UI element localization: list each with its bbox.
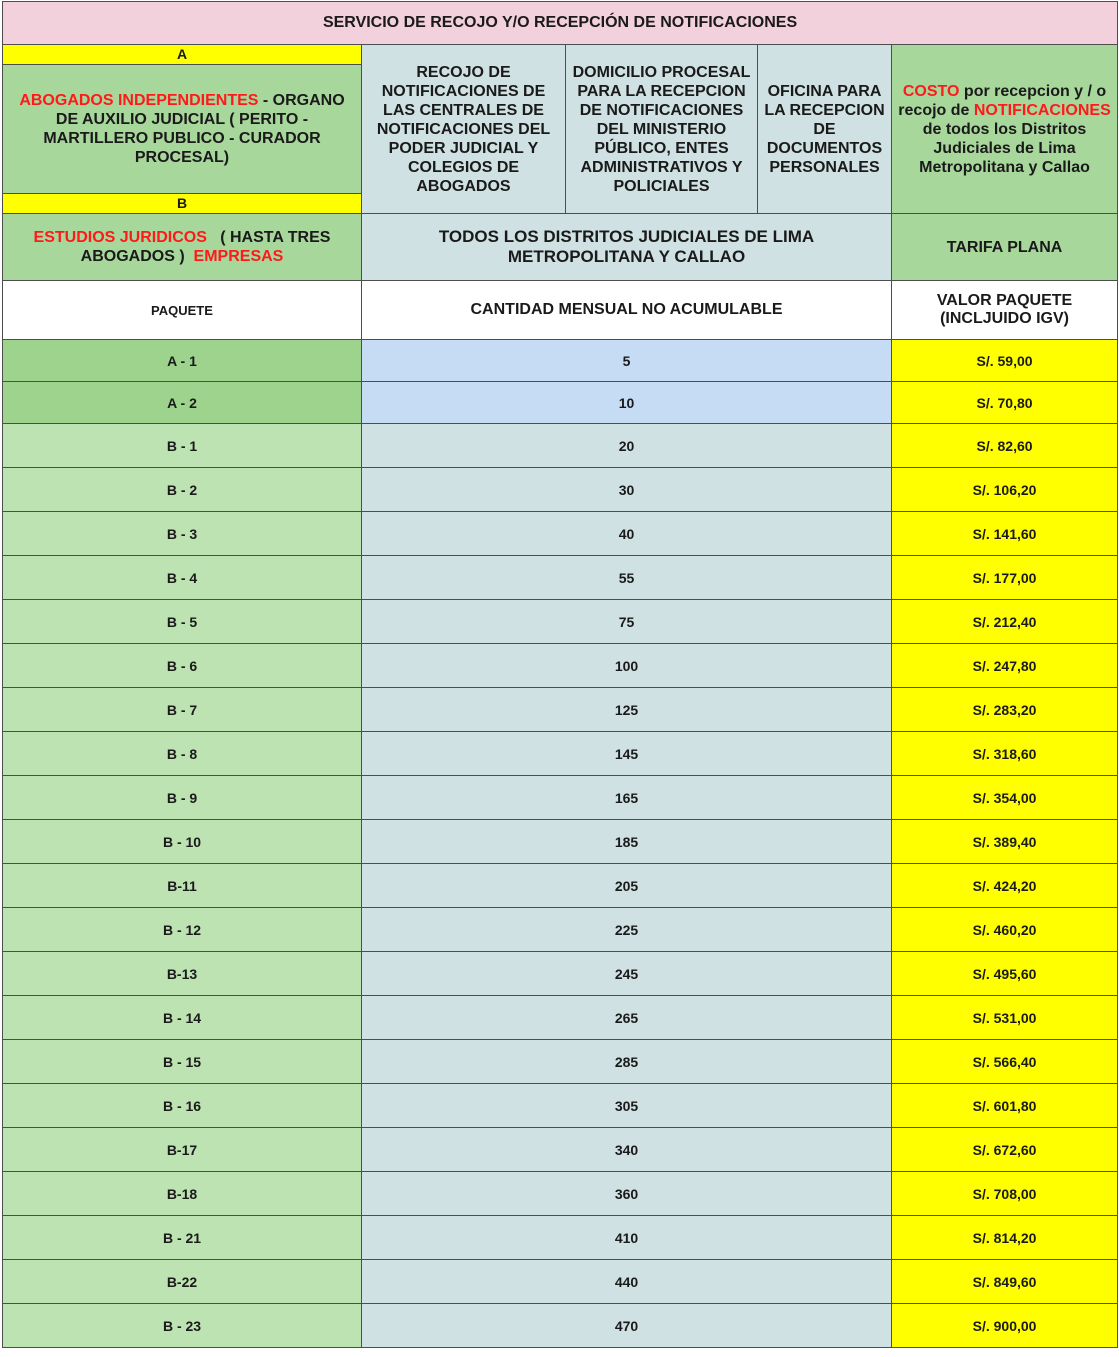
- table-row: [3, 952, 1118, 996]
- paquete-header: PAQUETE: [3, 281, 362, 340]
- price-cell: S/. 177,00: [892, 556, 1118, 600]
- package-cell: B - 21: [3, 1216, 362, 1260]
- package-cell: B - 4: [3, 556, 362, 600]
- package-cell: B-11: [3, 864, 362, 908]
- group-a-red-text: ABOGADOS INDEPENDIENTES: [19, 92, 259, 109]
- package-cell: B - 3: [3, 512, 362, 556]
- package-cell: B - 1: [3, 424, 362, 468]
- package-cell: B - 23: [3, 1304, 362, 1348]
- quantity-cell: 305: [362, 1084, 892, 1128]
- price-cell: S/. 283,20: [892, 688, 1118, 732]
- costo-label: COSTO: [902, 82, 960, 100]
- package-cell: B - 6: [3, 644, 362, 688]
- package-cell: B - 5: [3, 600, 362, 644]
- price-cell: S/. 106,20: [892, 468, 1118, 512]
- costo-notificaciones: NOTIFICACIONES: [973, 101, 1111, 119]
- table-row: [3, 688, 1118, 732]
- price-cell: S/. 849,60: [892, 1260, 1118, 1304]
- price-cell: S/. 389,40: [892, 820, 1118, 864]
- package-cell: A - 2: [3, 382, 362, 424]
- package-cell: B - 7: [3, 688, 362, 732]
- col-oficina-header: OFICINA PARA LA RECEPCION DE DOCUMENTOS PERSONALES: [758, 45, 892, 214]
- rate-table: [2, 1, 1118, 1348]
- quantity-cell: 125: [362, 688, 892, 732]
- price-cell: S/. 460,20: [892, 908, 1118, 952]
- package-cell: B-13: [3, 952, 362, 996]
- table-row: [3, 1304, 1118, 1348]
- cantidad-header: CANTIDAD MENSUAL NO ACUMULABLE: [362, 281, 892, 340]
- price-cell: S/. 495,60: [892, 952, 1118, 996]
- column-headers-row: [3, 281, 1118, 340]
- header-row-b-desc: [3, 214, 1118, 281]
- price-cell: S/. 354,00: [892, 776, 1118, 820]
- col-costo-header: [892, 45, 1118, 214]
- package-cell: B - 10: [3, 820, 362, 864]
- title-row: [3, 2, 1118, 45]
- quantity-cell: 285: [362, 1040, 892, 1084]
- group-b-red-text-2: EMPRESAS: [193, 248, 284, 265]
- valor-header: VALOR PAQUETE (INCLJUIDO IGV): [892, 281, 1118, 340]
- table-row: [3, 644, 1118, 688]
- package-cell: B - 9: [3, 776, 362, 820]
- quantity-cell: 55: [362, 556, 892, 600]
- price-cell: S/. 566,40: [892, 1040, 1118, 1084]
- package-cell: B - 2: [3, 468, 362, 512]
- quantity-cell: 225: [362, 908, 892, 952]
- quantity-cell: 340: [362, 1128, 892, 1172]
- table-title: SERVICIO DE RECOJO Y/O RECEPCIÓN DE NOTIFICACIONES: [3, 2, 1118, 45]
- price-cell: S/. 70,80: [892, 382, 1118, 424]
- price-cell: S/. 424,20: [892, 864, 1118, 908]
- quantity-cell: 20: [362, 424, 892, 468]
- table-row: [3, 1084, 1118, 1128]
- table-row: [3, 908, 1118, 952]
- table-row: [3, 556, 1118, 600]
- package-cell: B-17: [3, 1128, 362, 1172]
- price-cell: S/. 59,00: [892, 340, 1118, 382]
- table-row: [3, 776, 1118, 820]
- price-cell: S/. 708,00: [892, 1172, 1118, 1216]
- package-cell: B - 14: [3, 996, 362, 1040]
- price-cell: S/. 531,00: [892, 996, 1118, 1040]
- price-cell: S/. 247,80: [892, 644, 1118, 688]
- package-cell: B - 8: [3, 732, 362, 776]
- price-cell: S/. 82,60: [892, 424, 1118, 468]
- package-cell: B-18: [3, 1172, 362, 1216]
- costo-text-1: por recepcion y / o recojo de: [898, 82, 1107, 119]
- price-cell: S/. 672,60: [892, 1128, 1118, 1172]
- package-cell: A - 1: [3, 340, 362, 382]
- group-a-black-text: - ORGANO DE AUXILIO JUDICIAL ( PERITO - MARTILLERO PUBLICO - CURADOR PROCESAL): [43, 92, 345, 166]
- price-cell: S/. 318,60: [892, 732, 1118, 776]
- group-b-label: B: [3, 194, 362, 214]
- table-row: [3, 1172, 1118, 1216]
- quantity-cell: 5: [362, 340, 892, 382]
- table-row: [3, 864, 1118, 908]
- quantity-cell: 30: [362, 468, 892, 512]
- quantity-cell: 75: [362, 600, 892, 644]
- quantity-cell: 40: [362, 512, 892, 556]
- group-a-description: [3, 65, 362, 194]
- quantity-cell: 165: [362, 776, 892, 820]
- quantity-cell: 145: [362, 732, 892, 776]
- quantity-cell: 410: [362, 1216, 892, 1260]
- package-cell: B - 15: [3, 1040, 362, 1084]
- col-recojo-header: RECOJO DE NOTIFICACIONES DE LAS CENTRALES DE NOTIFICACIONES DEL PODER JUDICIAL Y COLEGIOS DE ABOGADOS: [362, 45, 566, 214]
- table-row: [3, 1040, 1118, 1084]
- package-cell: B - 12: [3, 908, 362, 952]
- table-row: [3, 468, 1118, 512]
- group-a-label: A: [3, 45, 362, 65]
- table-row: [3, 382, 1118, 424]
- quantity-cell: 185: [362, 820, 892, 864]
- group-b-black-text: ( HASTA TRES ABOGADOS ): [80, 229, 335, 265]
- header-row-a: [3, 45, 1118, 65]
- table-row: [3, 600, 1118, 644]
- table-row: [3, 1260, 1118, 1304]
- price-cell: S/. 601,80: [892, 1084, 1118, 1128]
- group-b-red-text-1: ESTUDIOS JURIDICOS: [33, 229, 207, 246]
- quantity-cell: 360: [362, 1172, 892, 1216]
- price-cell: S/. 900,00: [892, 1304, 1118, 1348]
- price-cell: S/. 814,20: [892, 1216, 1118, 1260]
- col-domicilio-header: DOMICILIO PROCESAL PARA LA RECEPCION DE NOTIFICACIONES DEL MINISTERIO PÚBLICO, ENTES ADMINISTRATIVOS Y POLICIALES: [566, 45, 758, 214]
- table-row: [3, 424, 1118, 468]
- quantity-cell: 470: [362, 1304, 892, 1348]
- table-row: [3, 340, 1118, 382]
- quantity-cell: 245: [362, 952, 892, 996]
- table-row: [3, 820, 1118, 864]
- quantity-cell: 440: [362, 1260, 892, 1304]
- table-row: [3, 732, 1118, 776]
- table-row: [3, 1216, 1118, 1260]
- table-row: [3, 1128, 1118, 1172]
- districts-header: TODOS LOS DISTRITOS JUDICIALES DE LIMA METROPOLITANA Y CALLAO: [362, 214, 892, 281]
- package-cell: B - 16: [3, 1084, 362, 1128]
- tarifa-plana: TARIFA PLANA: [892, 214, 1118, 281]
- table-row: [3, 512, 1118, 556]
- price-cell: S/. 212,40: [892, 600, 1118, 644]
- package-cell: B-22: [3, 1260, 362, 1304]
- quantity-cell: 265: [362, 996, 892, 1040]
- group-b-description: [3, 214, 362, 281]
- quantity-cell: 10: [362, 382, 892, 424]
- costo-text-2: de todos los Distritos Judiciales de Lima Metropolitana y Callao: [919, 120, 1090, 176]
- table-row: [3, 996, 1118, 1040]
- quantity-cell: 100: [362, 644, 892, 688]
- quantity-cell: 205: [362, 864, 892, 908]
- price-cell: S/. 141,60: [892, 512, 1118, 556]
